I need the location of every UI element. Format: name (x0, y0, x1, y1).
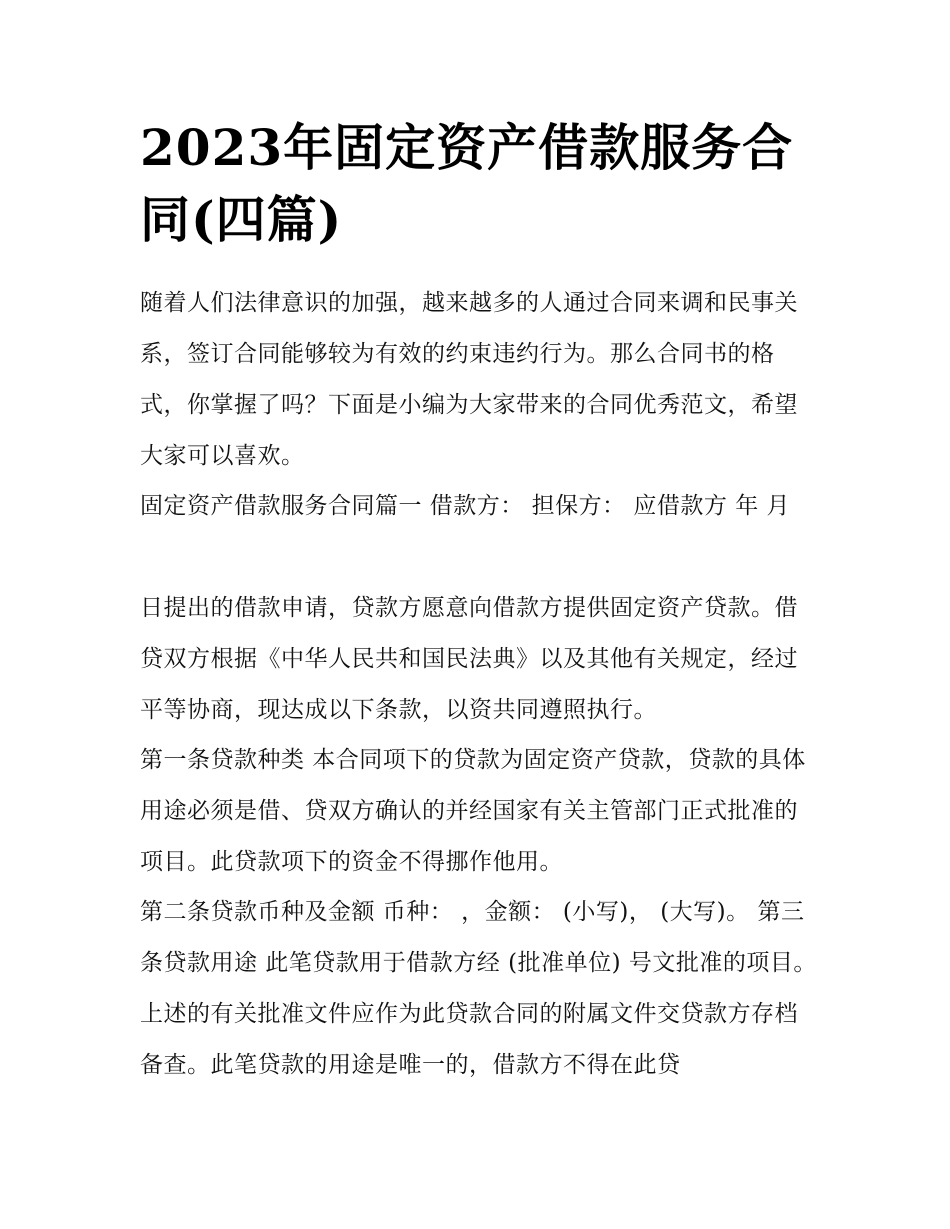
intro-paragraph: 随着人们法律意识的加强，越来越多的人通过合同来调和民事关系，签订合同能够较为有效的约束违约行为。那么合同书的格式，你掌握了吗？下面是小编为大家带来的合同优秀范文，希望大家可以喜欢。 (140, 290, 798, 469)
document-title: 2023年固定资产借款服务合同(四篇) (140, 118, 794, 249)
article-one-paragraph: 第一条贷款种类 本合同项下的贷款为固定资产贷款，贷款的具体用途必须是借、贷双方确认的并经国家有关主管部门正式批准的项目。此贷款项下的资金不得挪作他用。 (140, 747, 806, 875)
loan-application-paragraph: 日提出的借款申请，贷款方愿意向借款方提供固定资产贷款。借贷双方根据《中华人民共和国民法典》以及其他有关规定，经过平等协商，现达成以下条款，以资共同遵照执行。 (140, 595, 798, 723)
contract-parties-paragraph: 固定资产借款服务合同篇一 借款方： 担保方： 应借款方 年 月 (140, 493, 791, 519)
article-two-three-paragraph: 第二条贷款币种及金额 币种： ，金额： (小写)， (大写)。 第三条贷款用途 此笔贷款用于借款方经 (批准单位) 号文批准的项目。上述的有关批准文件应作为此贷款合同的附属文件交贷款方存档备查。此笔贷款的用途是唯一的，借款方不得在此贷 (140, 899, 817, 1078)
